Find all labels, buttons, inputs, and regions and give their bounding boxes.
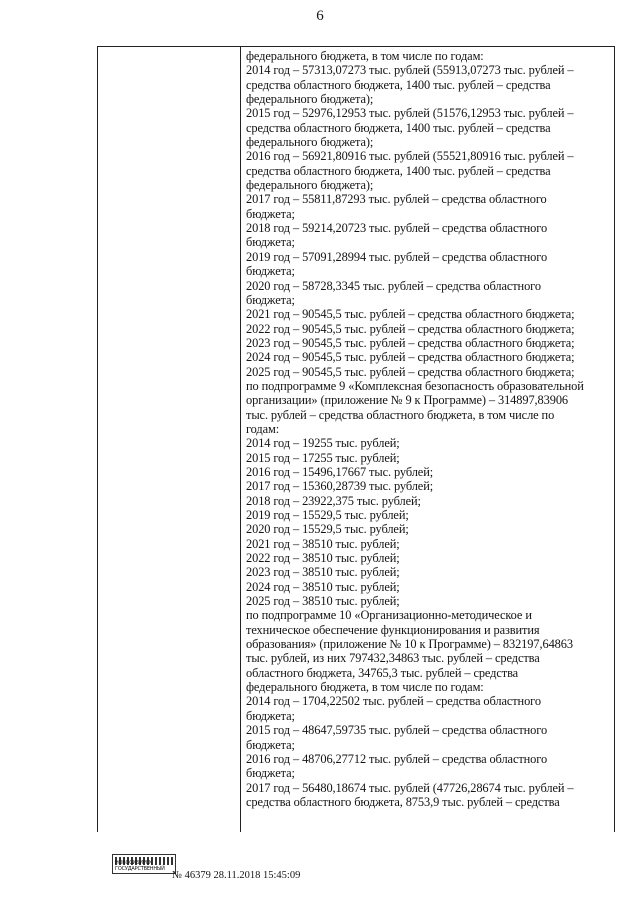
text-line: организации» (приложение № 9 к Программе) – 314897,83906: [246, 393, 569, 408]
text-line: бюджета;: [246, 708, 295, 723]
text-line: 2015 год – 52976,12953 тыс. рублей (51576,12953 тыс. рублей –: [246, 106, 574, 121]
text-line: федерального бюджета);: [246, 178, 374, 193]
text-line: 2024 год – 38510 тыс. рублей;: [246, 579, 400, 594]
text-line: бюджета;: [246, 737, 295, 752]
text-line: 2021 год – 38510 тыс. рублей;: [246, 536, 400, 551]
text-line: по подпрограмме 9 «Комплексная безопасность образовательной: [246, 378, 584, 393]
text-line: средства областного бюджета, 1400 тыс. рублей – средства: [246, 120, 551, 135]
text-line: 2017 год – 15360,28739 тыс. рублей;: [246, 479, 434, 494]
text-line: 2025 год – 38510 тыс. рублей;: [246, 594, 400, 609]
text-line: 2015 год – 17255 тыс. рублей;: [246, 450, 400, 465]
text-line: средства областного бюджета, 8753,9 тыс. рублей – средства: [246, 794, 560, 809]
document-registration-number: № 46379 28.11.2018 15:45:09: [172, 870, 301, 881]
page-number: 6: [316, 8, 324, 24]
text-line: федерального бюджета);: [246, 92, 374, 107]
text-line: тыс. рублей, из них 797432,34863 тыс. рублей – средства: [246, 651, 540, 666]
text-line: бюджета;: [246, 766, 295, 781]
text-line: 2016 год – 56921,80916 тыс. рублей (55521,80916 тыс. рублей –: [246, 149, 574, 164]
text-line: 2014 год – 57313,07273 тыс. рублей (55913,07273 тыс. рублей –: [246, 63, 574, 78]
text-line: по подпрограмме 10 «Организационно-методическое и: [246, 608, 532, 623]
registration-stamp-icon: [112, 854, 176, 874]
text-line: средства областного бюджета, 1400 тыс. рублей – средства: [246, 77, 551, 92]
table-column-divider: [240, 47, 241, 832]
text-line: техническое обеспечение функционирования и развития: [246, 622, 540, 637]
text-line: 2023 год – 90545,5 тыс. рублей – средства областного бюджета;: [246, 335, 575, 350]
text-line: 2019 год – 15529,5 тыс. рублей;: [246, 508, 409, 522]
stamp-text: НОВОСИБИРСК ГОСУДАРСТВЕННЫЙ: [115, 860, 165, 872]
text-line: 2020 год – 15529,5 тыс. рублей;: [246, 522, 409, 537]
text-line: федерального бюджета, в том числе по годам:: [246, 49, 484, 63]
text-line: 2015 год – 48647,59735 тыс. рублей – средства областного: [246, 723, 548, 738]
text-line: 2018 год – 23922,375 тыс. рублей;: [246, 493, 421, 508]
text-line: бюджета;: [246, 264, 295, 279]
text-line: 2024 год – 90545,5 тыс. рублей – средства областного бюджета;: [246, 350, 575, 365]
text-line: 2014 год – 1704,22502 тыс. рублей – средства областного: [246, 694, 541, 709]
text-line: годам:: [246, 421, 280, 436]
text-line: 2019 год – 57091,28994 тыс. рублей – средства областного: [246, 249, 548, 264]
text-line: бюджета;: [246, 206, 295, 221]
text-line: федерального бюджета, в том числе по годам:: [246, 680, 484, 695]
text-line: 2020 год – 58728,3345 тыс. рублей – средства областного: [246, 278, 541, 293]
text-line: 2021 год – 90545,5 тыс. рублей – средства областного бюджета;: [246, 307, 575, 322]
footer: [108, 848, 508, 888]
text-line: 2017 год – 55811,87293 тыс. рублей – средства областного: [246, 192, 547, 207]
document-table: [97, 46, 615, 832]
text-line: 2016 год – 15496,17667 тыс. рублей;: [246, 464, 434, 479]
text-line: бюджета;: [246, 292, 295, 307]
text-line: 2016 год – 48706,27712 тыс. рублей – средства областного: [246, 751, 548, 766]
text-line: 2023 год – 38510 тыс. рублей;: [246, 565, 400, 580]
text-line: тыс. рублей – средства областного бюджета, в том числе по: [246, 407, 555, 422]
text-line: 2014 год – 19255 тыс. рублей;: [246, 436, 400, 451]
text-line: 2022 год – 90545,5 тыс. рублей – средства областного бюджета;: [246, 321, 575, 336]
text-line: 2022 год – 38510 тыс. рублей;: [246, 551, 400, 566]
text-line: 2017 год – 56480,18674 тыс. рублей (47726,28674 тыс. рублей –: [246, 780, 574, 795]
text-line: образования» (приложение № 10 к Программе) – 832197,64863: [246, 637, 573, 652]
text-line: 2018 год – 59214,20723 тыс. рублей – средства областного: [246, 221, 548, 236]
text-line: 2025 год – 90545,5 тыс. рублей – средства областного бюджета;: [246, 364, 575, 379]
text-line: областного бюджета, 34765,3 тыс. рублей – средства: [246, 665, 519, 680]
table-content-cell: [246, 49, 610, 809]
text-line: федерального бюджета);: [246, 135, 374, 150]
text-line: средства областного бюджета, 1400 тыс. рублей – средства: [246, 163, 551, 178]
text-line: бюджета;: [246, 235, 295, 250]
